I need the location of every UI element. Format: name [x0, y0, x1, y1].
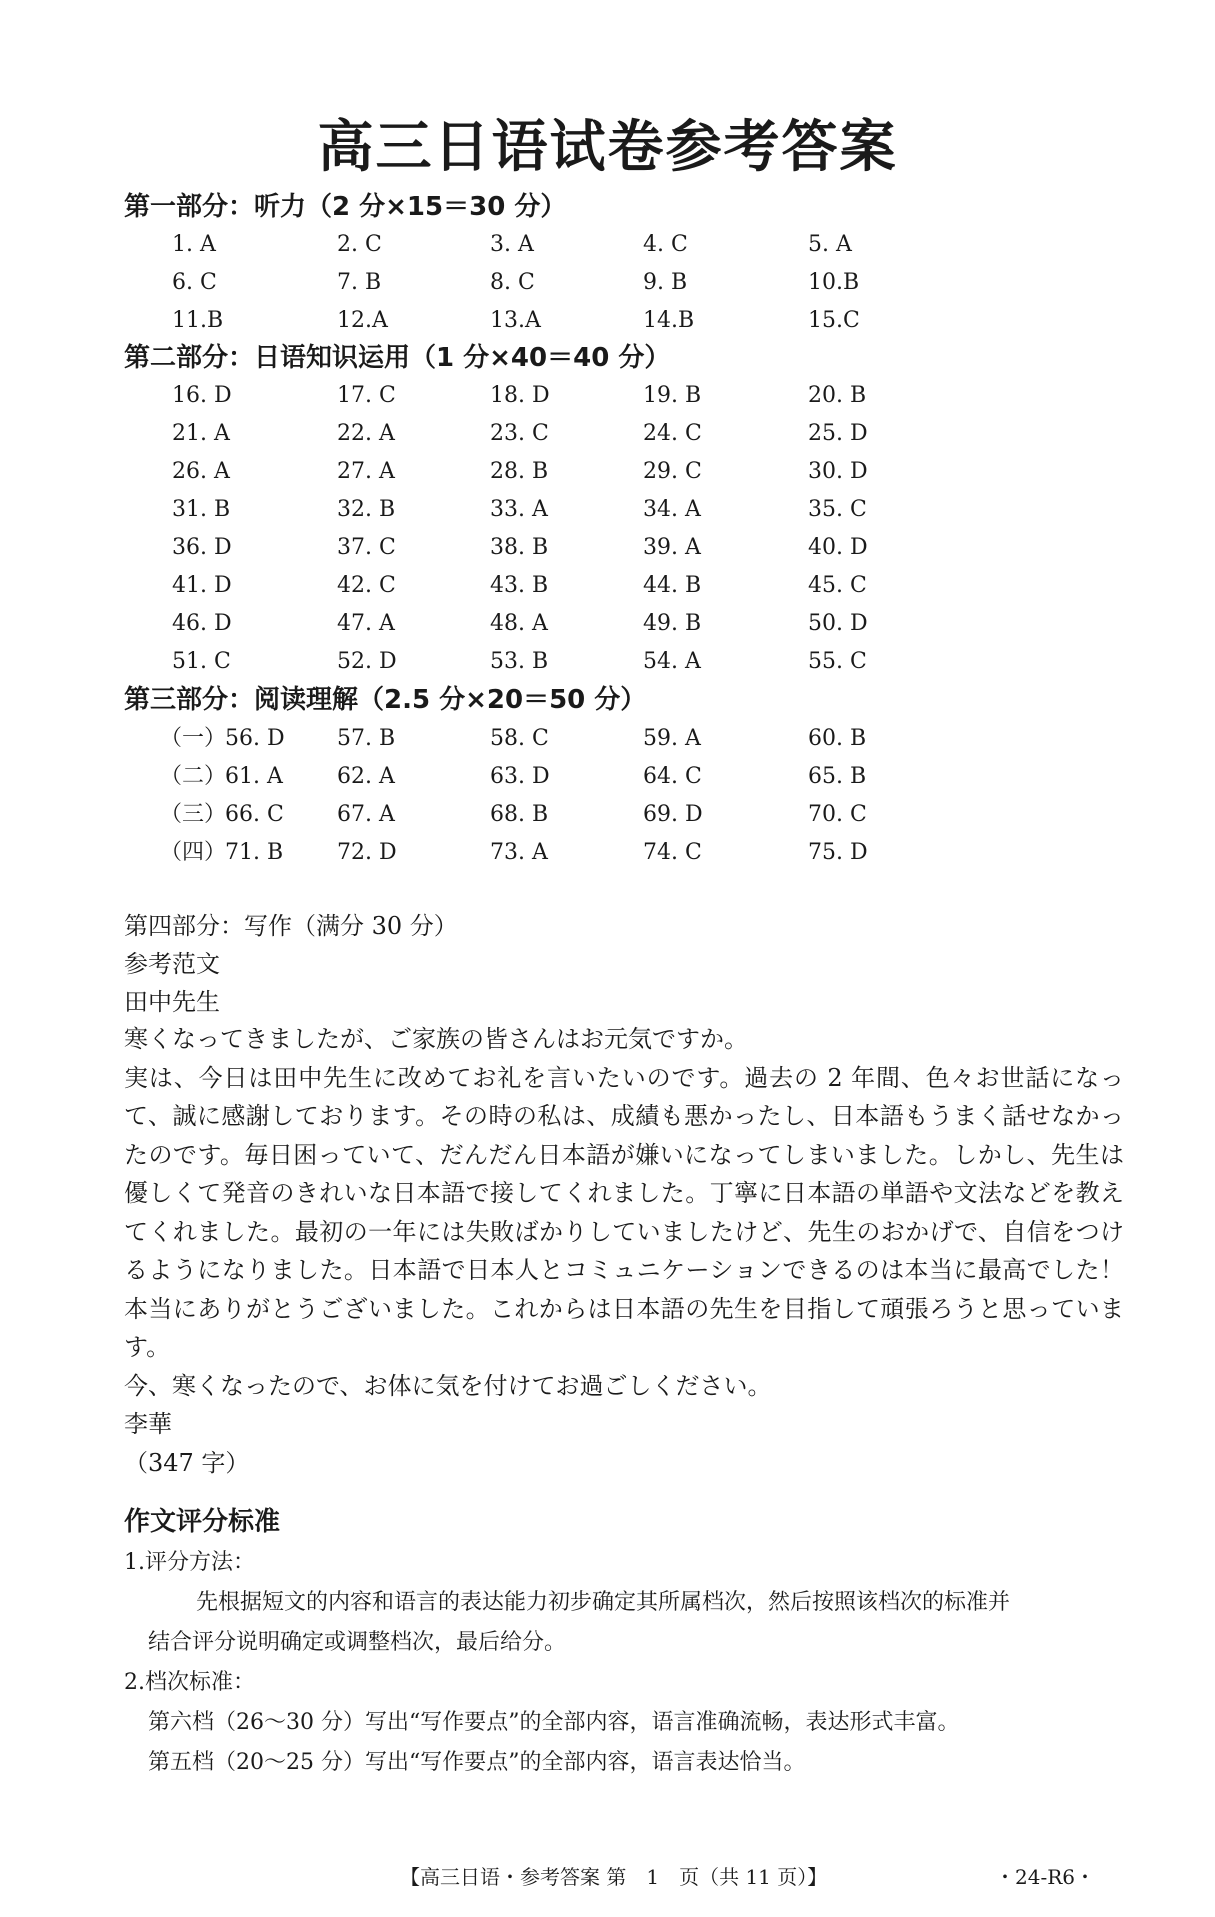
scoring-method-label: 1.评分方法：	[124, 1550, 255, 1575]
answer-cell: 69. D	[643, 802, 703, 827]
answer-cell: 70. C	[808, 802, 867, 827]
answer-cell: 33. A	[490, 497, 548, 522]
essay-salutation: 田中先生	[124, 988, 220, 1016]
answer-cell: 71. B	[225, 840, 284, 865]
answer-cell: 50. D	[808, 611, 868, 636]
answer-cell: 26. A	[172, 459, 230, 484]
answer-cell: 68. B	[490, 802, 549, 827]
answer-cell: 21. A	[172, 421, 230, 446]
answer-cell: 52. D	[337, 649, 397, 674]
scoring-method-text: 先根据短文的内容和语言的表达能力初步确定其所属档次，然后按照该档次的标准并	[196, 1590, 1011, 1615]
part1-heading: 第一部分：听力（2 分×15＝30 分）	[124, 192, 567, 222]
document-code: ・24-R6・	[995, 1865, 1095, 1889]
answer-cell: 16. D	[172, 383, 232, 408]
answer-cell: 29. C	[643, 459, 702, 484]
answer-cell: 25. D	[808, 421, 868, 446]
answer-cell: 20. B	[808, 383, 867, 408]
answer-row	[0, 456, 1215, 488]
answer-row	[0, 532, 1215, 564]
answer-row	[0, 418, 1215, 450]
answer-cell: 17. C	[337, 383, 396, 408]
answer-cell: 48. A	[490, 611, 548, 636]
answer-cell: 6. C	[172, 270, 217, 295]
answer-cell: 60. B	[808, 726, 867, 751]
answer-cell: 37. C	[337, 535, 396, 560]
page-footer: 【高三日语・参考答案 第 1 页（共 11 页）】	[400, 1865, 828, 1889]
answer-cell: 67. A	[337, 802, 395, 827]
answer-cell: 36. D	[172, 535, 232, 560]
essay-char-count: （347 字）	[124, 1448, 250, 1477]
answer-cell: 18. D	[490, 383, 550, 408]
answer-cell: 13.A	[490, 308, 541, 333]
answer-cell: 15.C	[808, 308, 860, 333]
answer-cell: 31. B	[172, 497, 231, 522]
passage-group-label: （一）	[160, 726, 227, 751]
answer-row	[0, 380, 1215, 412]
answer-cell: 65. B	[808, 764, 867, 789]
answer-cell: 7. B	[337, 270, 382, 295]
answer-cell: 30. D	[808, 459, 868, 484]
answer-row	[0, 570, 1215, 602]
answer-cell: 22. A	[337, 421, 395, 446]
answer-row	[0, 229, 1215, 261]
answer-cell: 56. D	[225, 726, 285, 751]
answer-row	[0, 494, 1215, 526]
page-title: 高三日语试卷参考答案	[317, 115, 898, 180]
answer-cell: 74. C	[643, 840, 702, 865]
levels-label: 2.档次标准：	[124, 1670, 255, 1695]
answer-row	[0, 799, 1215, 831]
answer-cell: 8. C	[490, 270, 535, 295]
answer-row	[0, 837, 1215, 869]
answer-cell: 61. A	[225, 764, 283, 789]
answer-cell: 54. A	[643, 649, 701, 674]
answer-cell: 40. D	[808, 535, 868, 560]
answer-cell: 42. C	[337, 573, 396, 598]
answer-cell: 23. C	[490, 421, 549, 446]
answer-cell: 14.B	[643, 308, 695, 333]
answer-cell: 75. D	[808, 840, 868, 865]
answer-cell: 32. B	[337, 497, 396, 522]
answer-cell: 27. A	[337, 459, 395, 484]
passage-group-label: （三）	[160, 802, 227, 827]
answer-cell: 47. A	[337, 611, 395, 636]
answer-cell: 28. B	[490, 459, 549, 484]
answer-cell: 44. B	[643, 573, 702, 598]
answer-cell: 59. A	[643, 726, 701, 751]
answer-cell: 10.B	[808, 270, 860, 295]
answer-cell: 73. A	[490, 840, 548, 865]
answer-cell: 62. A	[337, 764, 395, 789]
answer-cell: 34. A	[643, 497, 701, 522]
answer-cell: 58. C	[490, 726, 549, 751]
answer-cell: 43. B	[490, 573, 549, 598]
part4-heading: 第四部分：写作（满分 30 分）	[124, 912, 458, 940]
answer-cell: 53. B	[490, 649, 549, 674]
answer-cell: 41. D	[172, 573, 232, 598]
scoring-standards-heading: 作文评分标准	[124, 1507, 281, 1537]
answer-cell: 24. C	[643, 421, 702, 446]
answer-cell: 55. C	[808, 649, 867, 674]
answer-cell: 11.B	[172, 308, 224, 333]
answer-cell: 57. B	[337, 726, 396, 751]
answer-row	[0, 723, 1215, 755]
answer-row	[0, 267, 1215, 299]
essay-paragraph: 寒くなってきましたが、ご家族の皆さんはお元気ですか。	[124, 1025, 748, 1053]
answer-cell: 39. A	[643, 535, 701, 560]
answer-cell: 2. C	[337, 232, 382, 257]
answer-cell: 9. B	[643, 270, 688, 295]
part2-heading: 第二部分：日语知识运用（1 分×40＝40 分）	[124, 343, 671, 373]
sample-essay-body	[124, 1020, 1124, 1482]
answer-cell: 1. A	[172, 232, 216, 257]
answer-row	[0, 608, 1215, 640]
sample-essay-label: 参考范文	[124, 950, 220, 978]
answer-cell: 45. C	[808, 573, 867, 598]
answer-cell: 64. C	[643, 764, 702, 789]
essay-signature: 李華	[124, 1410, 172, 1438]
answer-row	[0, 646, 1215, 678]
level-six-criteria: 第六档（26～30 分）写出“写作要点”的全部内容，语言准确流畅，表达形式丰富。	[148, 1710, 960, 1735]
answer-cell: 4. C	[643, 232, 688, 257]
answer-cell: 51. C	[172, 649, 231, 674]
answer-cell: 63. D	[490, 764, 550, 789]
answer-row	[0, 761, 1215, 793]
level-five-criteria: 第五档（20～25 分）写出“写作要点”的全部内容，语言表达恰当。	[148, 1750, 806, 1775]
answer-cell: 5. A	[808, 232, 852, 257]
answer-cell: 46. D	[172, 611, 232, 636]
essay-paragraph: 今、寒くなったので、お体に気を付けてお過ごしください。	[124, 1371, 772, 1400]
passage-group-label: （二）	[160, 764, 227, 789]
answer-row	[0, 305, 1215, 337]
answer-cell: 19. B	[643, 383, 702, 408]
answer-cell: 12.A	[337, 308, 388, 333]
answer-cell: 3. A	[490, 232, 534, 257]
part3-heading: 第三部分：阅读理解（2.5 分×20＝50 分）	[124, 685, 647, 715]
answer-cell: 66. C	[225, 802, 284, 827]
essay-paragraph: 実は、今日は田中先生に改めてお礼を言いたいのです。過去の 2 年間、色々お世話になって、誠に感謝しております。その時の私は、成績も悪かったし、日本語もうまく話せなかったのです。毎日困っていて、だんだん日本語が嫌いになってしまいました。しかし、先生は優しくて発音のきれいな日本語で接してくれました。丁寧に日本語の単語や文法などを教えてくれました。最初の一年には失敗ばかりしていましたけど、先生のおかげで、自信をつけるようになりました。日本語で日本人とコミュニケーションできるのは本当に最高でした！本当にありがとうございました。これからは日本語の先生を目指して頑張ろうと思っています。	[124, 1063, 1124, 1361]
answer-cell: 35. C	[808, 497, 867, 522]
passage-group-label: （四）	[160, 840, 227, 865]
answer-cell: 38. B	[490, 535, 549, 560]
answer-cell: 49. B	[643, 611, 702, 636]
scoring-method-text: 结合评分说明确定或调整档次，最后给分。	[148, 1630, 567, 1655]
answer-cell: 72. D	[337, 840, 397, 865]
